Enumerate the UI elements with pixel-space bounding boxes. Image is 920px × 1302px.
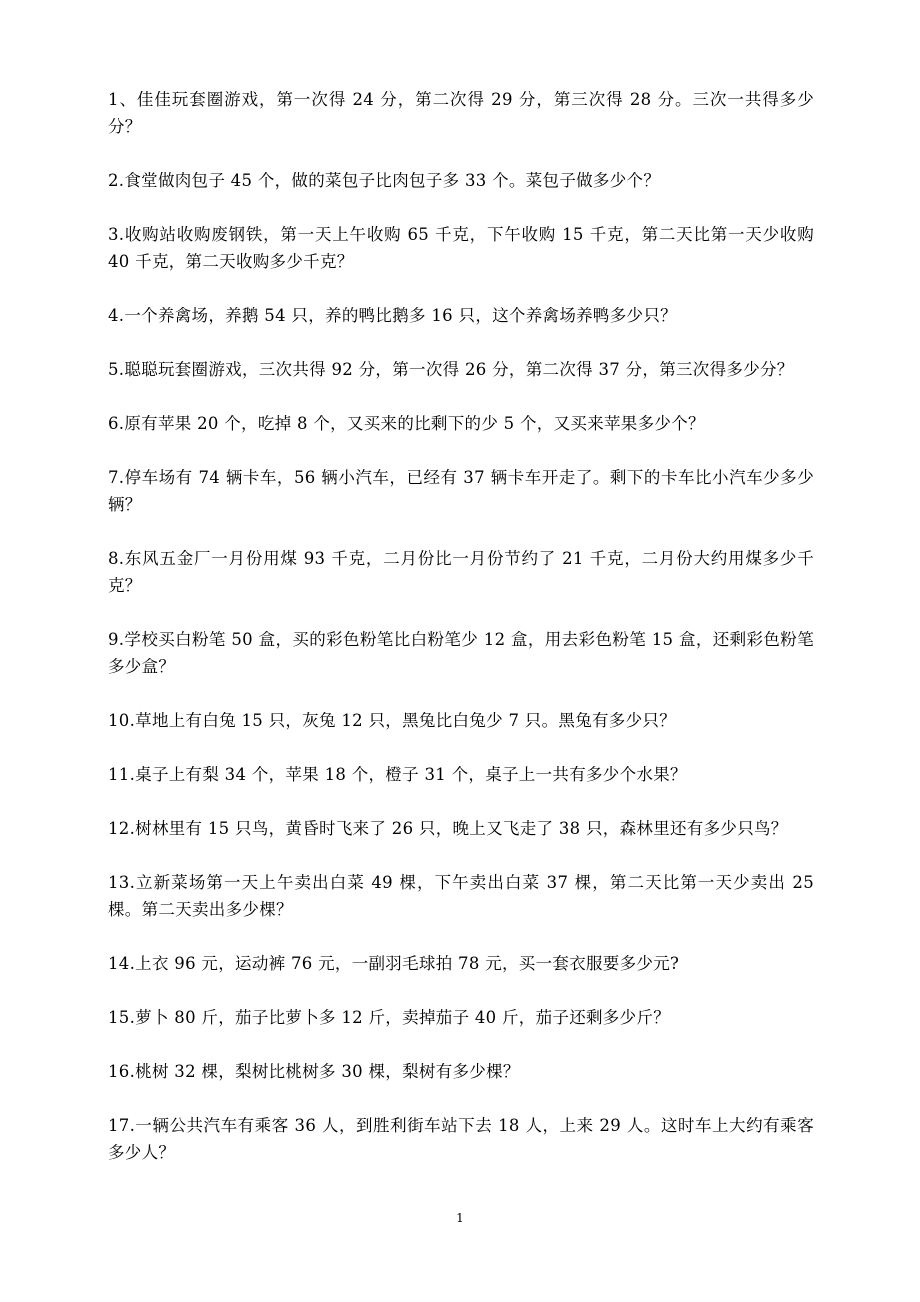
problem-6: 6.原有苹果 20 个，吃掉 8 个，又买来的比剩下的少 5 个，又买来苹果多少个？	[108, 414, 705, 433]
problem-3: 3.收购站收购废钢铁，第一天上午收购 65 千克，下午收购 15 千克，第二天比第一天少收购 40 千克，第二天收购多少千克？	[108, 225, 814, 271]
problem-4: 4.一个养禽场，养鹅 54 只，养的鸭比鹅多 16 只，这个养禽场养鸭多少只？	[108, 306, 677, 325]
problem-5: 5.聪聪玩套圈游戏，三次共得 92 分，第一次得 26 分，第二次得 37 分，第三次得多少分？	[108, 360, 794, 379]
problem-2: 2.食堂做肉包子 45 个，做的菜包子比肉包子多 33 个。菜包子做多少个？	[108, 171, 661, 190]
problem-7: 7.停车场有 74 辆卡车，56 辆小汽车，已经有 37 辆卡车开走了。剩下的卡车比小汽车少多少辆？	[108, 468, 814, 514]
problem-12: 12.树林里有 15 只鸟，黄昏时飞来了 26 只，晚上又飞走了 38 只，森林里还有多少只鸟？	[108, 819, 788, 838]
problem-13: 13.立新菜场第一天上午卖出白菜 49 棵，下午卖出白菜 37 棵，第二天比第一天少卖出 25 棵。第二天卖出多少棵？	[108, 873, 814, 919]
page-number: 1	[456, 1211, 464, 1225]
problem-11: 11.桌子上有梨 34 个，苹果 18 个，橙子 31 个，桌子上一共有多少个水果？	[108, 765, 687, 784]
problem-14: 14.上衣 96 元，运动裤 76 元，一副羽毛球拍 78 元，买一套衣服要多少元?	[108, 954, 680, 973]
problem-9: 9.学校买白粉笔 50 盒，买的彩色粉笔比白粉笔少 12 盒，用去彩色粉笔 15 盒，还剩彩色粉笔多少盒？	[108, 630, 814, 676]
problem-10: 10.草地上有白兔 15 只，灰兔 12 只，黑兔比白兔少 7 只。黑兔有多少只？	[108, 711, 676, 730]
problem-17: 17.一辆公共汽车有乘客 36 人，到胜利街车站下去 18 人，上来 29 人。这时车上大约有乘客多少人？	[108, 1116, 814, 1162]
problem-8: 8.东风五金厂一月份用煤 93 千克，二月份比一月份节约了 21 千克，二月份大约用煤多少千克？	[108, 549, 814, 595]
problem-15: 15.萝卜 80 斤，茄子比萝卜多 12 斤，卖掉茄子 40 斤，茄子还剩多少斤？	[108, 1008, 670, 1027]
problem-list	[108, 86, 814, 1193]
problem-16: 16.桃树 32 棵，梨树比桃树多 30 棵，梨树有多少棵？	[108, 1062, 520, 1081]
problem-1: 1、佳佳玩套圈游戏，第一次得 24 分，第二次得 29 分，第三次得 28 分。三次一共得多少分？	[108, 90, 814, 136]
